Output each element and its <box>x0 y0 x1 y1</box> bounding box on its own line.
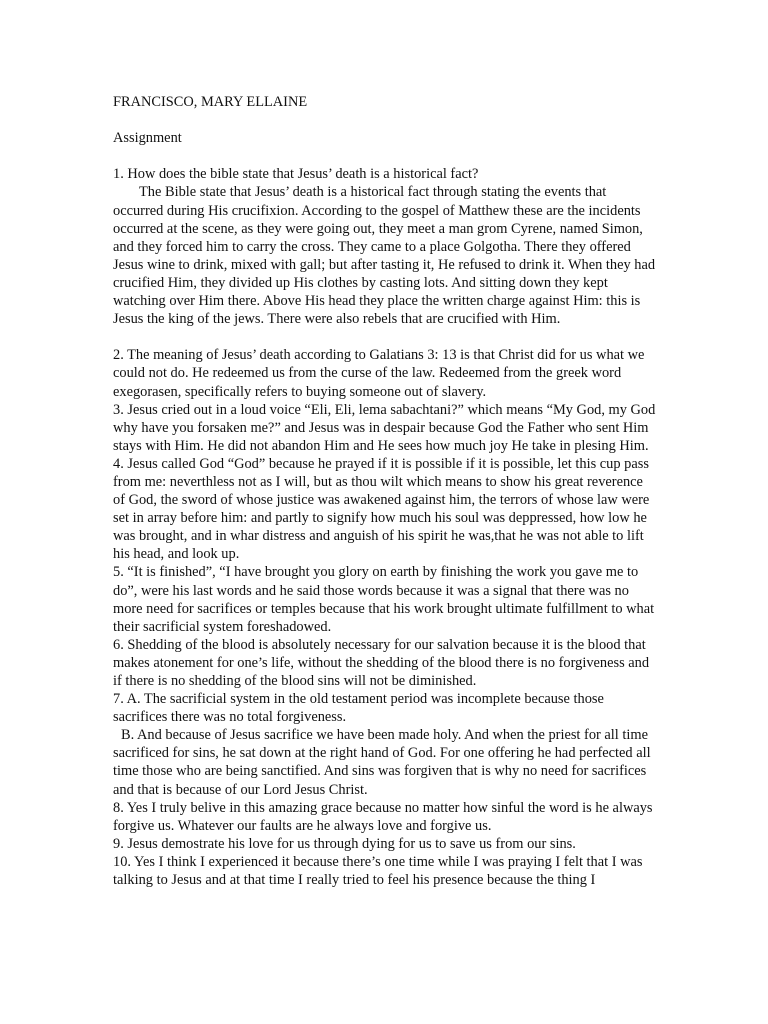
answer-2: 2. The meaning of Jesus’ death according to Galatians 3: 13 is that Christ did for us what we could not do. He redeemed us from the curse of the law. Redeemed from the greek word exegorasen, specifically refers to buying someone out of slavery. <box>113 347 645 400</box>
answer-10: 10. Yes I think I experienced it because there’s one time while I was praying I felt that I was talking to Jesus and at that time I really tried to feel his presence because the thing I <box>113 853 643 889</box>
question-1: 1. How does the bible state that Jesus’ death is a historical fact? <box>113 166 479 183</box>
answer-5: 5. “It is finished”, “I have brought you glory on earth by finishing the work you gave me to do”, were his last words and he said those words because it was a signal that there was no more need for sacrifices or temples because that his work brought ultimate fulfillment to what their sacrificial system foreshadowed. <box>113 564 655 635</box>
answer-7a: 7. A. The sacrificial system in the old testament period was incomplete because those sacrifices there was no total forgiveness. <box>113 691 604 726</box>
answer-9: 9. Jesus demostrate his love for us through dying for us to save us from our sins. <box>113 835 576 852</box>
document-body <box>113 93 658 889</box>
answer-8: 8. Yes I truly belive in this amazing grace because no matter how sinful the word is he always forgive us. Whatever our faults are he always love and forgive us. <box>113 799 653 834</box>
paragraph-spacer <box>113 328 658 346</box>
answer-6: 6. Shedding of the blood is absolutely necessary for our salvation because it is the blood that makes atonement for one’s life, without the shedding of the blood there is no forgiveness and if there is no shedding of the blood sins will not be diminished. <box>113 636 650 689</box>
answer-1: The Bible state that Jesus’ death is a historical fact through stating the events that occurred during His crucifixion. According to the gospel of Matthew these are the incidents occurred at the scene, as they were going out, they meet a man grom Cyrene, named Simon, and they forced him to carry the cross. They came to a place Golgotha. There they offered Jesus wine to drink, mixed with gall; but after tasting it, He refused to drink it. When they had crucified Him, they divided up His clothes by casting lots. And sitting down they kept watching over Him there. Above His head they place the written charge against Him: this is Jesus the king of the jews. There were also rebels that are crucified with Him. <box>113 184 656 328</box>
answer-7b: B. And because of Jesus sacrifice we have been made holy. And when the priest for all time sacrificed for sins, he sat down at the right hand of God. For one offering he had perfected all time those who are being sanctified. And sins was forgiven that is why no need for sacrifices and that is because of our Lord Jesus Christ. <box>113 727 651 798</box>
answer-3: 3. Jesus cried out in a loud voice “Eli, Eli, lema sabachtani?” which means “My God, my God why have you forsaken me?” and Jesus was in despair because God the Father who sent Him stays with Him. He did not abandon Him and He sees how much joy He take in plesing Him. <box>113 401 656 454</box>
document-type-label: Assignment <box>113 130 182 147</box>
author-name: FRANCISCO, MARY ELLAINE <box>113 94 308 110</box>
answer-4: 4. Jesus called God “God” because he prayed if it is possible if it is possible, let this cup pass from me: neverthless not as I will, but as thou wilt which means to show his great reverence of God, the sword of whose justice was awakened against him, the terrors of whose law were set in array before him: and partly to signify how much his soul was deppressed, how low he was brought, and in whar distress and anguish of his spirit he was,that he was not able to lift his head, and look up. <box>113 455 650 563</box>
